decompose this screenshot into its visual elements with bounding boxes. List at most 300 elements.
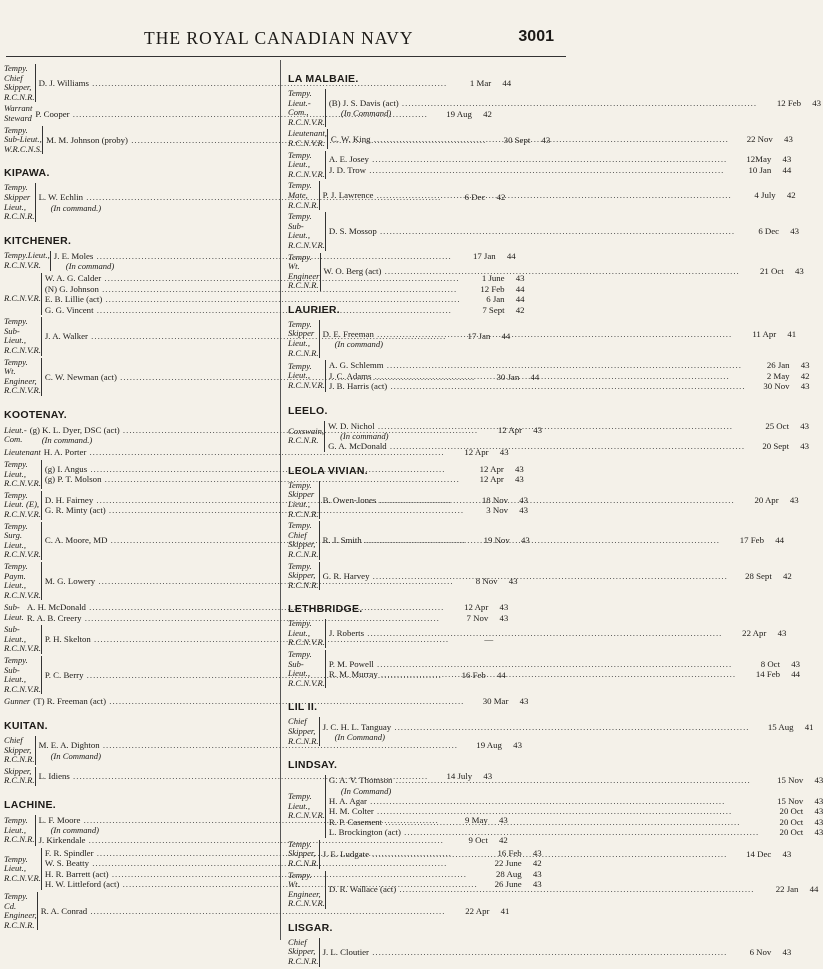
rank-line: Sub-Lieut., [4,325,26,346]
officer-row [329,628,787,639]
names-block [325,650,800,688]
rank-label [4,104,32,123]
rank-label [288,650,325,688]
seniority-date: 12 Apr [479,474,504,485]
officer-name: G. G. Vincent ..... [45,305,461,316]
rank-label [4,522,41,560]
seniority-date: 14 Dec [746,848,772,859]
rank-label [4,251,50,272]
seniority-year: 43 [519,494,529,505]
rank-label [288,89,325,127]
rank-label [4,425,27,446]
seniority-year: 43 [515,474,524,485]
rank-line: R.C.N.V.R. [4,259,41,270]
rank-line: Sub-Lieut., [288,220,310,241]
rank-line: Coxswain, [288,425,325,436]
rank-line: Tempy. Wt. [4,356,28,377]
officer-name: H. W. Littleford (act) ..... [45,879,478,890]
officer-name: P. H. Skelton ..... [45,634,449,645]
officer-entry [288,936,792,967]
names-block [325,151,791,180]
seniority-date: 30 Jan [496,371,520,382]
officer-name: J. C. H. L. Tanguay ..... [323,722,750,733]
officer-row [329,796,823,807]
rank-label [288,840,319,869]
rank-line: R.C.N.R. [288,508,319,519]
rank-label [4,460,41,489]
ship-name: LAURIER. [288,303,340,316]
rank-line: Tempy.Lieut., [4,250,50,261]
ship-name: LACHINE. [4,798,56,811]
rank-line: Tempy. [4,489,28,500]
seniority-date: 22 Apr [742,628,767,639]
officer-row [329,827,823,838]
officer-row [329,98,821,109]
rank-label [288,521,319,559]
officer-row [328,441,809,452]
rank-line: Sub-Lieut., [4,624,26,644]
officer-entry [288,360,810,392]
rank-line: R.C.N.V.R. [288,116,325,127]
seniority-year: 44 [497,670,506,680]
seniority-year: 42 [483,108,492,119]
seniority-date: 2 May [766,370,790,381]
officer-name: W. S. Beatty ..... [45,858,478,869]
rank-line: R.C.N.V.R. [4,683,41,694]
officer-entry [288,716,814,746]
officer-name: W. D. Nichol ..... [328,421,745,432]
rank-line: Tempy. Lieut., [288,360,312,381]
officer-name: R. A. B. Creery ..... [27,613,444,624]
rank-label [4,848,41,890]
rank-label [4,625,41,654]
rank-label [4,183,35,221]
rank-line: Tempy. [288,318,312,329]
seniority-date: 3 Nov [486,505,509,516]
rank-line: R.C.N.R. [4,91,35,102]
seniority-date: 10 Jan [748,164,772,175]
rank-line: Skipper, [4,765,32,776]
officer-entry [288,250,804,291]
seniority-year: 44 [501,331,511,342]
rank-line: Tempy. [288,649,312,660]
page-header [0,28,600,50]
officer-row [323,571,792,582]
seniority-date: 20 Sept [762,441,790,452]
names-block [319,717,814,746]
rank-line: R.C.N.V.R. [288,239,325,250]
officer-row [329,775,823,786]
officer-name: J. B. Harris (act) ..... [329,381,746,392]
command-note: (In command) [340,431,389,442]
rank-line: R.C.N.V.R. [4,345,41,355]
rank-label [288,181,319,210]
seniority-year: 44 [530,371,540,382]
rank-label [4,892,37,930]
officer-name: D. H. Fairney ..... [45,495,464,506]
seniority-date: 26 June [494,879,522,890]
rank-line: Tempy. [4,520,28,531]
rank-line: R.C.N.R. [288,548,319,559]
seniority-year: 43 [782,848,792,859]
officer-name: D. J. Williams ..... [39,78,448,89]
rank-line: Tempy. [4,316,28,327]
officer-row [328,814,823,828]
officer-row [323,849,792,860]
officer-name: P. Cooper ..... [35,109,428,120]
rank-line: Tempy. Lieut., [4,458,28,479]
seniority-date: 15 Nov [777,775,804,786]
seniority-date: 14 July [446,771,473,782]
rank-line: Lieut.-Com. [4,424,27,445]
rank-line: Chief Skipper, [4,72,32,93]
seniority-year: 43 [791,658,801,669]
rank-line: R.C.N.R. [4,211,35,222]
seniority-year: 43 [532,868,542,879]
officer-row [323,535,784,546]
seniority-year: 43 [541,134,551,145]
command-note: (In Command) [334,732,385,743]
rank-line: Wt. Engineer [288,261,320,281]
seniority-date: 20 Oct [779,816,804,827]
officer-entry [4,734,522,765]
officer-name: A. E. Josey ..... [329,154,727,165]
rank-label [288,360,325,392]
rank-line: R.C.N.V.R. [288,810,325,821]
names-block [324,421,809,452]
seniority-year: 43 [794,266,804,277]
officer-name: R. A. Conrad ..... [41,906,446,917]
seniority-year: 43 [782,154,792,165]
rank-line: Tempy. [288,838,312,849]
rank-line: Tempy. [288,251,312,262]
seniority-date: 1 June [481,273,505,284]
seniority-year: 43 [532,847,542,858]
rank-line: W.R.C.N.S. [4,143,43,154]
rank-label [288,619,325,648]
rank-line: R.C.N.R. [4,919,35,930]
officer-row [323,722,814,733]
seniority-date: 8 Oct [760,658,781,669]
seniority-date: 15 Nov [777,795,804,806]
command-note: (In command.) [50,202,102,213]
seniority-date: 12 Apr [497,424,523,435]
rank-line: Lieutenant [4,446,41,457]
rank-line: Sub-Lieut., [4,134,42,145]
officer-name: C. A. Moore, MD ..... [45,535,466,546]
seniority-date: 28 Sept [745,570,772,581]
officer-name: P. J. Lawrence ..... [323,190,732,201]
ship-name: KUITAN. [4,719,48,732]
names-block [319,320,797,358]
rank-label [4,656,41,694]
rank-line: Surg. Lieut., [4,530,26,550]
rank-line: Skipper Lieut., [4,191,31,212]
officer-name: (N) G. Johnson ..... [45,284,461,295]
command-note: (In Command) [50,750,101,761]
seniority-year: 42 [532,858,542,869]
rank-line: Lieut.-Com., [288,97,311,118]
rank-line: R.C.N.V.R. [4,643,41,654]
names-block [319,938,792,967]
seniority-year: 43 [532,879,542,890]
seniority-date: 28 Aug [496,868,522,879]
rank-line: Tempy. Lieut., [4,815,28,835]
officer-row [329,226,799,237]
command-note: (In command.) [41,435,93,446]
seniority-date: 6 Jan [486,294,505,305]
seniority-year: 42 [498,835,508,846]
seniority-year: 42 [786,190,796,201]
officer-name: G. A. McDonald ..... [328,441,745,452]
rank-line: Lieut. (E), [4,499,40,510]
seniority-year: 43 [800,420,810,431]
rank-line: Tempy. Lieut., [288,149,312,170]
rank-line: R.C.N.R. [288,347,319,358]
officer-name: L. F. Moore ..... [39,815,444,826]
rank-label [4,602,24,623]
officer-row [329,371,810,382]
rank-line: Chief Skipper, [4,734,32,755]
seniority-date: 11 Apr [752,328,777,339]
officer-name: J. E. Moles ..... [54,251,452,262]
rank-line: R.C.N.V.R. [4,293,41,304]
names-block [319,181,796,210]
officer-row [329,360,810,371]
rank-line: Tempy. [4,655,28,666]
officer-row [329,165,791,176]
rank-label [288,481,319,519]
officer-entry [288,420,810,452]
names-block [325,212,799,250]
rank-line: Skipper Lieut., [288,489,315,509]
officer-name: F. R. Spindler ..... [45,848,478,859]
rank-line: Tempy. [288,211,312,222]
seniority-date: 19 Nov [483,535,510,546]
officer-name: L. Idiens ..... [39,771,429,782]
seniority-date: 20 Oct [779,827,804,838]
seniority-year: 43 [499,602,509,613]
rank-label [288,253,320,291]
rank-line: Sub-Lieut., [288,658,310,679]
seniority-date: 22 June [494,858,522,869]
rank-line: Lieut., [4,580,26,591]
rank-label [4,273,41,315]
officer-entry [4,695,529,707]
rank-line: Tempy. Paym. [4,560,28,581]
rank-line: Gunner [4,695,31,706]
officer-name: J. A. Walker ..... [45,331,446,342]
seniority-year: 43 [789,494,799,505]
seniority-year: 44 [775,535,784,546]
seniority-date: 7 Nov [466,612,489,623]
seniority-year: 43 [800,381,810,392]
officer-name: H. A. Agar ..... [329,796,759,807]
rank-line: R.C.N.R. [288,735,319,746]
officer-name: H. A. Porter ..... [44,447,445,458]
officer-name: J. Kirkendale ..... [39,835,444,846]
officer-entry [288,868,819,909]
rank-line: Warrant Steward [4,103,33,123]
officer-name: (g) K. L. Dyer, DSC (act) ..... [30,425,478,436]
officer-name: P. M. Powell ..... [329,659,736,670]
seniority-date: 16 Feb [497,847,522,858]
officer-name: G. A. V. Thomson ..... [329,775,759,786]
officer-row [328,421,809,432]
officer-name: B. Owen-Jones ..... [323,495,735,506]
rank-line: R.C.N.R. [4,834,35,845]
seniority-date: 6 Dec [758,226,780,237]
seniority-date: 21 Oct [760,266,784,277]
officer-name: H. R. Barrett (act) ..... [45,869,478,880]
seniority-year: 44 [502,77,512,88]
rank-line: R.C.N.V.R. [288,379,325,390]
rank-line: Tempy. Lieut., [4,853,28,874]
seniority-year: 43 [513,740,522,751]
officer-name: A. G. Schlemm ..... [329,360,746,371]
names-block [327,129,793,148]
officer-name: M. E. A. Dighton ..... [39,740,458,751]
officer-name: (T) R. Freeman (act) ..... [33,696,464,707]
officer-entry [288,318,797,358]
officer-row [323,495,799,506]
names-block [325,775,823,838]
rank-line: Tempy. Lieut., [288,618,312,638]
ship-name: LEELO. [288,404,328,417]
officer-name: C. W. King ..... [331,134,729,145]
rank-line: Lieutenant, [288,128,327,139]
names-block [319,481,799,519]
rank-label [288,212,325,250]
seniority-year: 43 [498,814,508,825]
rank-line: R.C.N.V.R. [4,508,41,519]
rank-label [288,938,319,967]
ship-name: KITCHENER. [4,234,72,247]
rank-label [288,421,324,452]
rank-line: R.C.N.V.R. [288,137,325,148]
names-block [319,840,792,869]
rank-line: Tempy. [288,88,312,98]
officer-name: J. E. Ludgate ..... [323,849,728,860]
officer-row [323,329,797,340]
seniority-date: 12 Feb [480,283,505,294]
officer-name: D. E. Freeman ..... [323,329,733,340]
seniority-date: 12 Apr [464,602,489,613]
officer-entry [288,128,793,148]
officer-entry [288,149,792,180]
rank-label [4,491,41,520]
officer-row [323,947,792,958]
rank-label [4,126,42,155]
seniority-date: 12May [746,154,772,165]
seniority-year: 43 [777,628,787,639]
rank-line: R.C.N.V.R. [288,168,325,179]
officer-row [329,659,800,670]
names-block [325,89,821,127]
names-block [319,562,792,591]
officer-row [331,134,793,145]
seniority-date: 15 Aug [767,721,794,732]
ship-name: LETHBRIDGE. [288,603,363,616]
rank-label [288,320,319,358]
rank-line: Tempy. Chief [288,520,312,540]
page-number: 3001 [518,28,554,45]
seniority-year: 43 [814,806,823,817]
seniority-year: 43 [790,226,800,237]
rank-line: R.C.N.R. [288,435,319,446]
seniority-date: 19 Aug [446,108,472,119]
seniority-year: 43 [812,97,822,108]
seniority-year: 43 [519,696,529,707]
officer-row [323,190,796,201]
officer-name: L. Brockington (act) ..... [329,827,759,838]
seniority-year: 44 [515,283,525,294]
officer-name: P. C. Berry ..... [45,670,442,681]
seniority-date: 12 Apr [464,447,489,458]
seniority-date: 25 Oct [765,420,790,431]
seniority-date: 22 Apr [465,905,490,916]
seniority-year: 43 [800,441,810,452]
officer-name: L. W. Echlin ..... [39,192,442,203]
seniority-date: 4 July [754,190,776,201]
seniority-date: 6 Nov [749,947,772,958]
ship-name: LA MALBAIE. [288,73,359,85]
officer-entry [288,520,784,559]
rank-line: Skipper Lieut., [288,328,315,349]
rank-label [4,815,35,846]
rank-line: R.C.N.V.R. [4,549,41,560]
officer-name: J. Roberts ..... [329,628,723,639]
officer-name: A. H. McDonald ..... [27,602,444,613]
officer-name: J. C. Adams ..... [329,371,746,382]
rank-line: R.C.N.V.R. [4,872,41,883]
names-block [325,868,819,909]
seniority-date: 12 Apr [479,463,504,474]
officer-entry [288,88,822,127]
rank-label [288,717,319,746]
officer-name: C. W. Newman (act) ..... [45,372,475,383]
rank-label [4,447,41,458]
seniority-year: 44 [791,669,801,680]
seniority-date: — [484,634,494,645]
rank-label [4,358,41,396]
rank-line: R.C.N.V.R. [4,478,41,489]
seniority-date: 26 Jan [766,360,790,371]
seniority-year: 43 [784,133,793,144]
seniority-date: 30 Nov [763,381,790,392]
names-block [325,619,787,648]
command-note: (In command) [50,825,100,836]
officer-name: R. M. Murray ..... [329,669,736,680]
right-column [288,60,823,969]
officer-row [329,806,823,817]
rank-line: Tempy. Cd. [4,890,28,911]
seniority-date: 8 Nov [475,575,498,586]
seniority-year: 41 [804,721,814,732]
rank-line: Skipper, [288,848,316,859]
seniority-year: 43 [814,795,823,806]
officer-entry [288,775,823,838]
officer-name: W. A. G. Calder ..... [45,273,461,284]
officer-name: R. J. Smith ..... [323,535,720,546]
seniority-date: 17 Jan [467,331,491,342]
rank-line: Skipper, [288,570,316,581]
officer-entry [288,618,787,648]
ship-name: LINDSAY. [288,759,338,772]
officer-entry [288,838,792,869]
officer-entry [288,180,796,210]
rank-label [4,767,35,786]
